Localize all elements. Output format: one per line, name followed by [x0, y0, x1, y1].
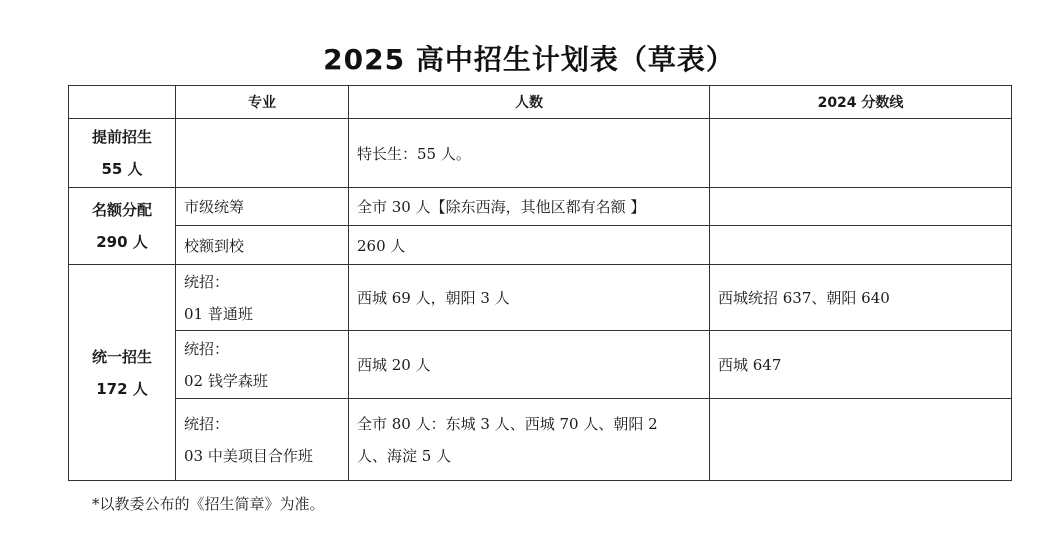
enrollment-plan-table	[68, 85, 1012, 481]
category-cell	[69, 265, 176, 481]
table-header-row	[69, 86, 1012, 119]
score-cell: 西城 647	[710, 331, 1012, 399]
major-line-2: 03 中美项目合作班	[184, 446, 313, 465]
header-score: 2024 分数线	[710, 86, 1012, 119]
major-line-2: 01 普通班	[184, 304, 253, 323]
score-cell	[710, 119, 1012, 188]
score-cell	[710, 188, 1012, 226]
category-label: 名额分配	[91, 201, 152, 219]
footnote: *以教委公布的《招生简章》为准。	[92, 495, 325, 513]
header-category	[69, 86, 176, 119]
people-line-2: 人、海淀 5 人	[357, 446, 452, 465]
page-title: 2025 高中招生计划表（草表）	[323, 43, 735, 76]
people-cell: 全市 30 人【除东西海，其他区都有名额 】	[349, 188, 710, 226]
major-cell: 市级统筹	[176, 188, 349, 226]
category-count: 172 人	[96, 379, 148, 398]
category-label: 提前招生	[91, 128, 152, 146]
major-cell	[176, 331, 349, 399]
score-cell: 西城统招 637、朝阳 640	[710, 265, 1012, 331]
table-row	[69, 265, 1012, 331]
header-people: 人数	[349, 86, 710, 119]
major-cell	[176, 119, 349, 188]
category-label: 统一招生	[91, 347, 152, 366]
people-cell	[349, 399, 710, 481]
score-cell	[710, 399, 1012, 481]
table-row	[69, 226, 1012, 265]
people-cell: 260 人	[349, 226, 710, 265]
major-line-1: 统招：	[184, 339, 230, 358]
people-cell: 西城 69 人，朝阳 3 人	[349, 265, 710, 331]
score-cell	[710, 226, 1012, 265]
people-cell: 西城 20 人	[349, 331, 710, 399]
table-row	[69, 399, 1012, 481]
major-cell: 校额到校	[176, 226, 349, 265]
header-major: 专业	[176, 86, 349, 119]
category-count: 55 人	[101, 160, 143, 178]
category-cell	[69, 119, 176, 188]
category-cell	[69, 188, 176, 265]
category-count: 290 人	[96, 233, 148, 251]
major-line-1: 统招：	[184, 272, 230, 291]
people-line-1: 全市 80 人：东城 3 人、西城 70 人、朝阳 2	[357, 414, 658, 433]
major-line-2: 02 钱学森班	[184, 371, 268, 390]
people-cell: 特长生：55 人。	[349, 119, 710, 188]
table-row	[69, 188, 1012, 226]
major-cell	[176, 399, 349, 481]
major-cell	[176, 265, 349, 331]
major-line-1: 统招：	[184, 414, 230, 433]
table-row	[69, 331, 1012, 399]
table-row	[69, 119, 1012, 188]
